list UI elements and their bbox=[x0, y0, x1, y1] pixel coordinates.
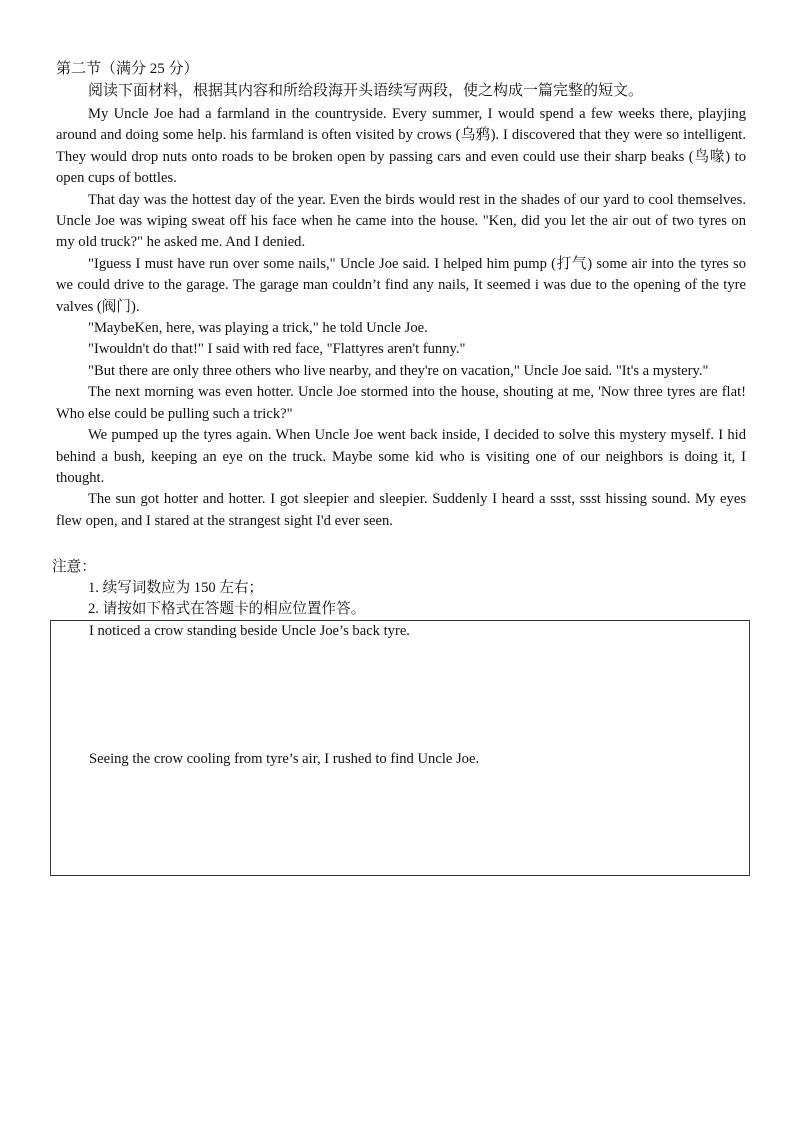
passage-paragraph: The sun got hotter and hotter. I got sleepier and sleepier. Suddenly I heard a ssst, ssst hissing sound. My eyes flew open, and I stared at the strangest sight I'd ever seen. bbox=[56, 491, 746, 529]
paragraph-2-opening: Seeing the crow cooling from tyre’s air, I rushed to find Uncle Joe. bbox=[89, 751, 480, 767]
passage-paragraph: My Uncle Joe had a farmland in the countryside. Every summer, I would spend a few weeks there, playjing around and doing some help. his farmland is often visited by crows (乌鸦). I discovered that they were so intelligent. They would drop nuts onto roads to be broken open by passing cars and even could use their sharp beaks (鸟喙) to open cups of bottles. bbox=[56, 106, 746, 187]
notes-list bbox=[88, 578, 688, 620]
passage-paragraph: "But there are only three others who live nearby, and they're on vacation," Uncle Joe said. "It's a mystery." bbox=[88, 362, 709, 379]
passage-paragraph: That day was the hottest day of the year. Even the birds would rest in the shades of our yard to cool themselves. Uncle Joe was wiping sweat off his face when he came into the house. "Ken, did you let the air out of two tyres on my old truck?" he asked me. And I denied. bbox=[56, 191, 746, 251]
passage-paragraph: The next morning was even hotter. Uncle Joe stormed into the house, shouting at me, 'Now three tyres are flat! Who else could be pulling such a trick?" bbox=[56, 384, 746, 422]
paragraph-1-opening: I noticed a crow standing beside Uncle Joe’s back tyre. bbox=[89, 623, 410, 639]
passage-paragraph: We pumped up the tyres again. When Uncle Joe went back inside, I decided to solve this mystery myself. I hid behind a bush, keeping an eye on the truck. Maybe some kid who is visiting one of our neighbors is doing it, I thought. bbox=[56, 427, 746, 486]
task-instruction: 阅读下面材料，根据其内容和所给段海开头语续写两段，使之构成一篇完整的短文。 bbox=[88, 83, 644, 99]
note-item: 2. 请按如下格式在答题卡的相应位置作答。 bbox=[88, 601, 366, 617]
passage-paragraph: "MaybeKen, here, was playing a trick," he told Uncle Joe. bbox=[88, 320, 428, 337]
reading-passage bbox=[56, 104, 746, 532]
passage-paragraph: "Iwouldn't do that!" I said with red face, "Flattyres aren't funny." bbox=[88, 341, 466, 358]
section-heading: 第二节（满分 25 分） bbox=[56, 61, 199, 77]
notes-label: 注意： bbox=[52, 559, 96, 575]
passage-paragraph: "Iguess I must have run over some nails," Uncle Joe said. I helped him pump (打气) some air into the tyres so we could drive to the garage. The garage man couldn’t find any nails, It seemed i was due to the opening of the tyre valves (阀门). bbox=[56, 255, 746, 315]
answer-box[interactable] bbox=[50, 620, 750, 876]
note-item: 1. 续写词数应为 150 左右； bbox=[88, 580, 264, 596]
